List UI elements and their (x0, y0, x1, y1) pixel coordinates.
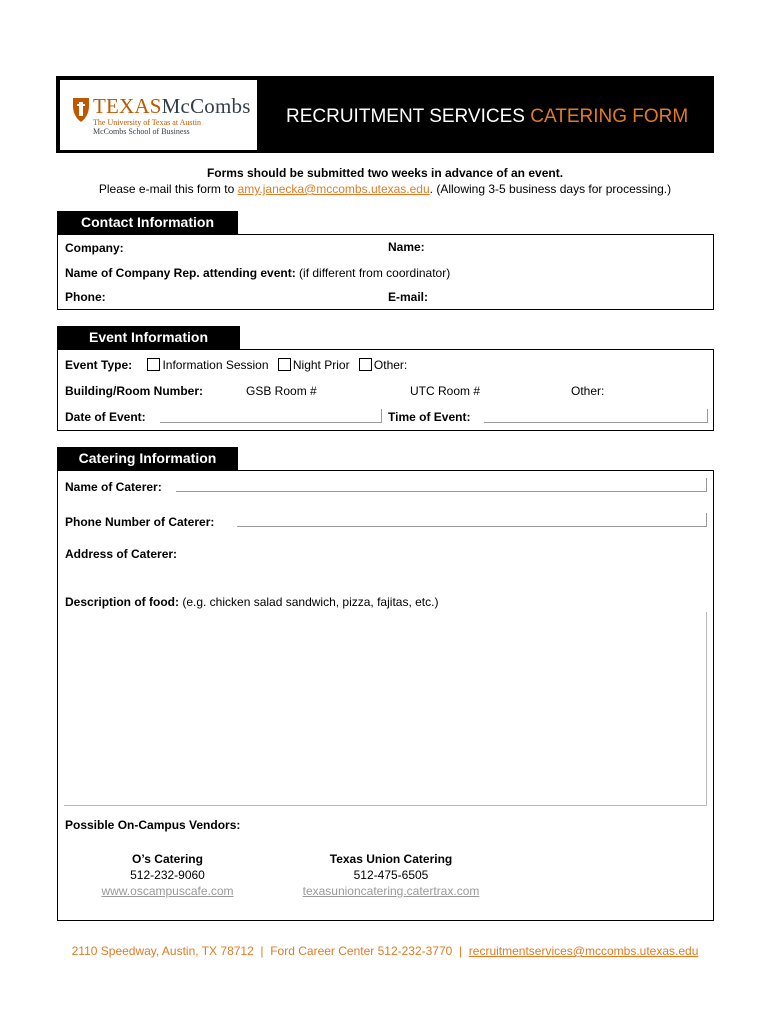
rep-label-main: Name of Company Rep. attending event: (65, 266, 296, 280)
time-of-event-field[interactable] (484, 409, 708, 423)
food-description-label (65, 595, 438, 609)
event-type-row (65, 358, 407, 372)
rep-label-note: (if different from coordinator) (295, 266, 451, 280)
mccombs-logo (60, 80, 257, 150)
form-title-accent: CATERING FORM (530, 106, 689, 127)
vendors-label: Possible On-Campus Vendors: (65, 818, 241, 832)
email-instructions (0, 182, 770, 196)
date-of-event-field[interactable] (160, 409, 382, 423)
logo-subtitle-university: The University of Texas at Austin (93, 118, 201, 127)
time-of-event-label: Time of Event: (388, 410, 471, 424)
footer-separator: | (452, 944, 469, 958)
logo-texas: TEXAS (93, 94, 162, 118)
food-description-note: (e.g. chicken salad sandwich, pizza, fajitas, etc.) (179, 595, 439, 609)
rep-label (65, 266, 450, 280)
logo-mccombs: McCombs (161, 94, 251, 118)
vendor-texas-union (283, 851, 499, 899)
footer-separator: | (253, 944, 271, 958)
form-title-main: RECRUITMENT SERVICES (286, 106, 531, 127)
night-prior-option: Night Prior (292, 358, 350, 372)
caterer-phone-field[interactable] (237, 513, 707, 527)
company-label: Company: (65, 241, 124, 255)
page-footer (0, 944, 770, 958)
submission-notice: Forms should be submitted two weeks in advance of an event. (206, 166, 564, 180)
vendor-phone: 512-475-6505 (353, 868, 429, 882)
vendor-website-link[interactable]: www.oscampuscafe.com (101, 884, 234, 898)
caterer-address-label: Address of Caterer: (65, 547, 178, 561)
info-session-option: Information Session (162, 358, 269, 372)
contact-email-link[interactable]: amy.janecka@mccombs.utexas.edu (237, 182, 430, 196)
caterer-phone-label: Phone Number of Caterer: (65, 515, 215, 529)
footer-address: 2110 Speedway, Austin, TX 78712 (71, 944, 254, 958)
food-description-main: Description of food: (65, 595, 179, 609)
other-type-checkbox[interactable] (359, 358, 372, 371)
vendor-name: O’s Catering (132, 852, 203, 866)
vendor-website-link[interactable]: texasunioncatering.catertrax.com (302, 884, 480, 898)
date-of-event-label: Date of Event: (65, 410, 146, 424)
footer-email-link[interactable]: recruitmentservices@mccombs.utexas.edu (468, 944, 699, 958)
event-type-label: Event Type: (65, 358, 133, 372)
logo-subtitle-school: McCombs School of Business (93, 127, 190, 136)
catering-section-header: Catering Information (57, 447, 238, 470)
tower-seal-icon (71, 96, 91, 124)
email-label: E-mail: (388, 290, 429, 304)
caterer-name-label: Name of Caterer: (65, 480, 162, 494)
logo-wordmark (93, 94, 251, 119)
contact-section-header: Contact Information (57, 211, 238, 234)
vendor-os-catering (60, 851, 275, 899)
vendor-phone: 512-232-9060 (130, 868, 205, 882)
phone-label: Phone: (65, 290, 106, 304)
info-session-checkbox[interactable] (147, 358, 160, 371)
form-title (286, 106, 688, 128)
event-section-header: Event Information (57, 326, 240, 349)
building-room-label: Building/Room Number: (65, 384, 203, 398)
footer-career-center: Ford Career Center 512-232-3770 (270, 944, 453, 958)
other-room-label: Other: (571, 384, 605, 398)
vendor-name: Texas Union Catering (329, 852, 453, 866)
night-prior-checkbox[interactable] (278, 358, 291, 371)
name-label: Name: (388, 240, 425, 254)
gsb-room-label: GSB Room # (246, 384, 317, 398)
utc-room-label: UTC Room # (410, 384, 481, 398)
email-instructions-suffix: . (Allowing 3-5 business days for processing.) (429, 182, 672, 196)
email-instructions-prefix: Please e-mail this form to (98, 182, 238, 196)
other-type-option: Other: (373, 358, 408, 372)
caterer-name-field[interactable] (176, 478, 707, 492)
food-description-textarea[interactable] (64, 612, 707, 806)
